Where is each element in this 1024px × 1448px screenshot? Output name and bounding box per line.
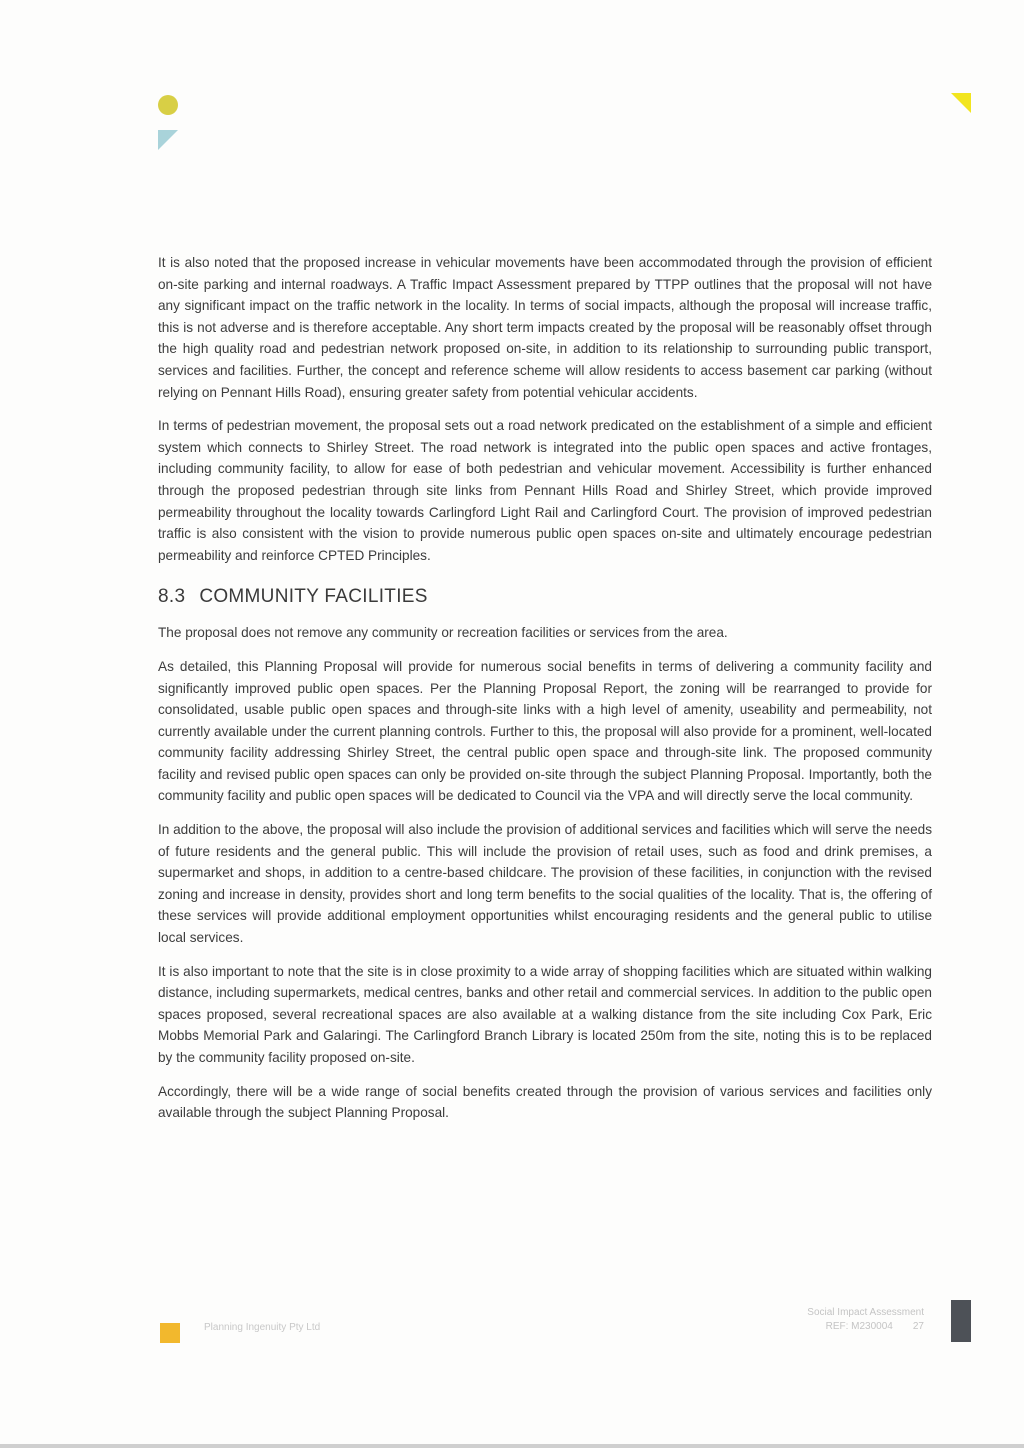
paragraph: The proposal does not remove any community or recreation facilities or services from the area.: [158, 625, 728, 641]
yellow-triangle-icon: [951, 93, 971, 113]
paragraph: As detailed, this Planning Proposal will provide for numerous social benefits in terms of delivering a community facility and significantly improved public open spaces. Per the Planning Proposal Report, the zoning will be rearranged to provide for consolidated, usable public open spaces and through-site links with a high level of amenity, useability and permeability, not currently available under the current planning controls. Further to this, the proposal will also provide for a prominent, well-located community facility addressing Shirley Street, the central public open space and through-site link. The proposed community facility and revised public open spaces can only be provided on-site through the subject Planning Proposal. Importantly, both the community facility and public open spaces will be dedicated to Council via the VPA and will directly serve the local community.: [158, 658, 932, 804]
paragraph: It is also noted that the proposed increase in vehicular movements have been accommodated through the provision of efficient on-site parking and internal roadways. A Traffic Impact Assessment prepared by TTPP outlines that the proposal will not have any significant impact on the traffic network in the locality. In terms of social impacts, although the proposal will increase traffic, this is not adverse and is therefore acceptable. Any short term impacts created by the proposal will be reasonably offset through the high quality road and pedestrian network proposed on-site, in addition to its relationship to surrounding public transport, services and facilities. Further, the concept and reference scheme will allow residents to access basement car parking (without relying on Pennant Hills Road), ensuring greater safety from potential vehicular accidents.: [158, 255, 932, 400]
footer-company: Planning Ingenuity Pty Ltd: [204, 1322, 321, 1333]
footer-ref: REF: M230004: [825, 1321, 893, 1332]
page-number: 27: [912, 1321, 924, 1332]
paragraph: It is also important to note that the site is in close proximity to a wide array of shopping facilities which are situated within walking distance, including supermarkets, medical centres, banks and other retail and commercial services. In addition to the public open spaces proposed, several recreational spaces are also available at a walking distance from the site including Cox Park, Eric Mobbs Memorial Park and Galaringi. The Carlingford Branch Library is located 250m from the site, noting this is to be replaced by the community facility proposed on-site.: [158, 963, 932, 1065]
footer-bar-icon: [951, 1300, 971, 1342]
document-body: [158, 252, 932, 1136]
paragraph: In addition to the above, the proposal will also include the provision of additional services and facilities which will serve the needs of future residents and the general public. This will include the provision of retail uses, such as food and drink premises, a supermarket and shops, in addition to a centre-based childcare. The provision of these facilities, in conjunction with the revised zoning and increase in density, provides short and long term benefits to the social qualities of the locality. That is, the offering of these services will provide additional employment opportunities whilst encouraging residents and the general public to utilise local services.: [158, 822, 932, 946]
blue-triangle-icon: [158, 130, 178, 150]
footer-logo-square-icon: [160, 1323, 180, 1343]
footer-doc-title: Social Impact Assessment: [807, 1307, 924, 1318]
section-number: 8.3: [158, 586, 186, 608]
paragraph: Accordingly, there will be a wide range of social benefits created through the provision of various services and facilities only available through the subject Planning Proposal.: [158, 1083, 932, 1121]
section-heading: [158, 586, 932, 608]
section-title: COMMUNITY FACILITIES: [199, 586, 428, 608]
paragraph: In terms of pedestrian movement, the proposal sets out a road network predicated on the establishment of a simple and efficient system which connects to Shirley Street. The road network is integrated into the public open spaces and active frontages, including community facility, to allow for ease of both pedestrian and vehicular movement. Accessibility is further enhanced through the proposed pedestrian through site links from Pennant Hills Road and Shirley Street, which provide improved permeability throughout the locality towards Carlingford Light Rail and Carlingford Court. The provision of improved pedestrian traffic is also consistent with the vision to provide numerous public open spaces on-site and ultimately encourage pedestrian permeability and reinforce CPTED Principles.: [158, 418, 932, 563]
footer-document-info: [807, 1306, 924, 1334]
page-edge-divider: [0, 1444, 1024, 1448]
footer-ref-line: [807, 1320, 924, 1334]
yellow-circle-icon: [158, 95, 178, 115]
